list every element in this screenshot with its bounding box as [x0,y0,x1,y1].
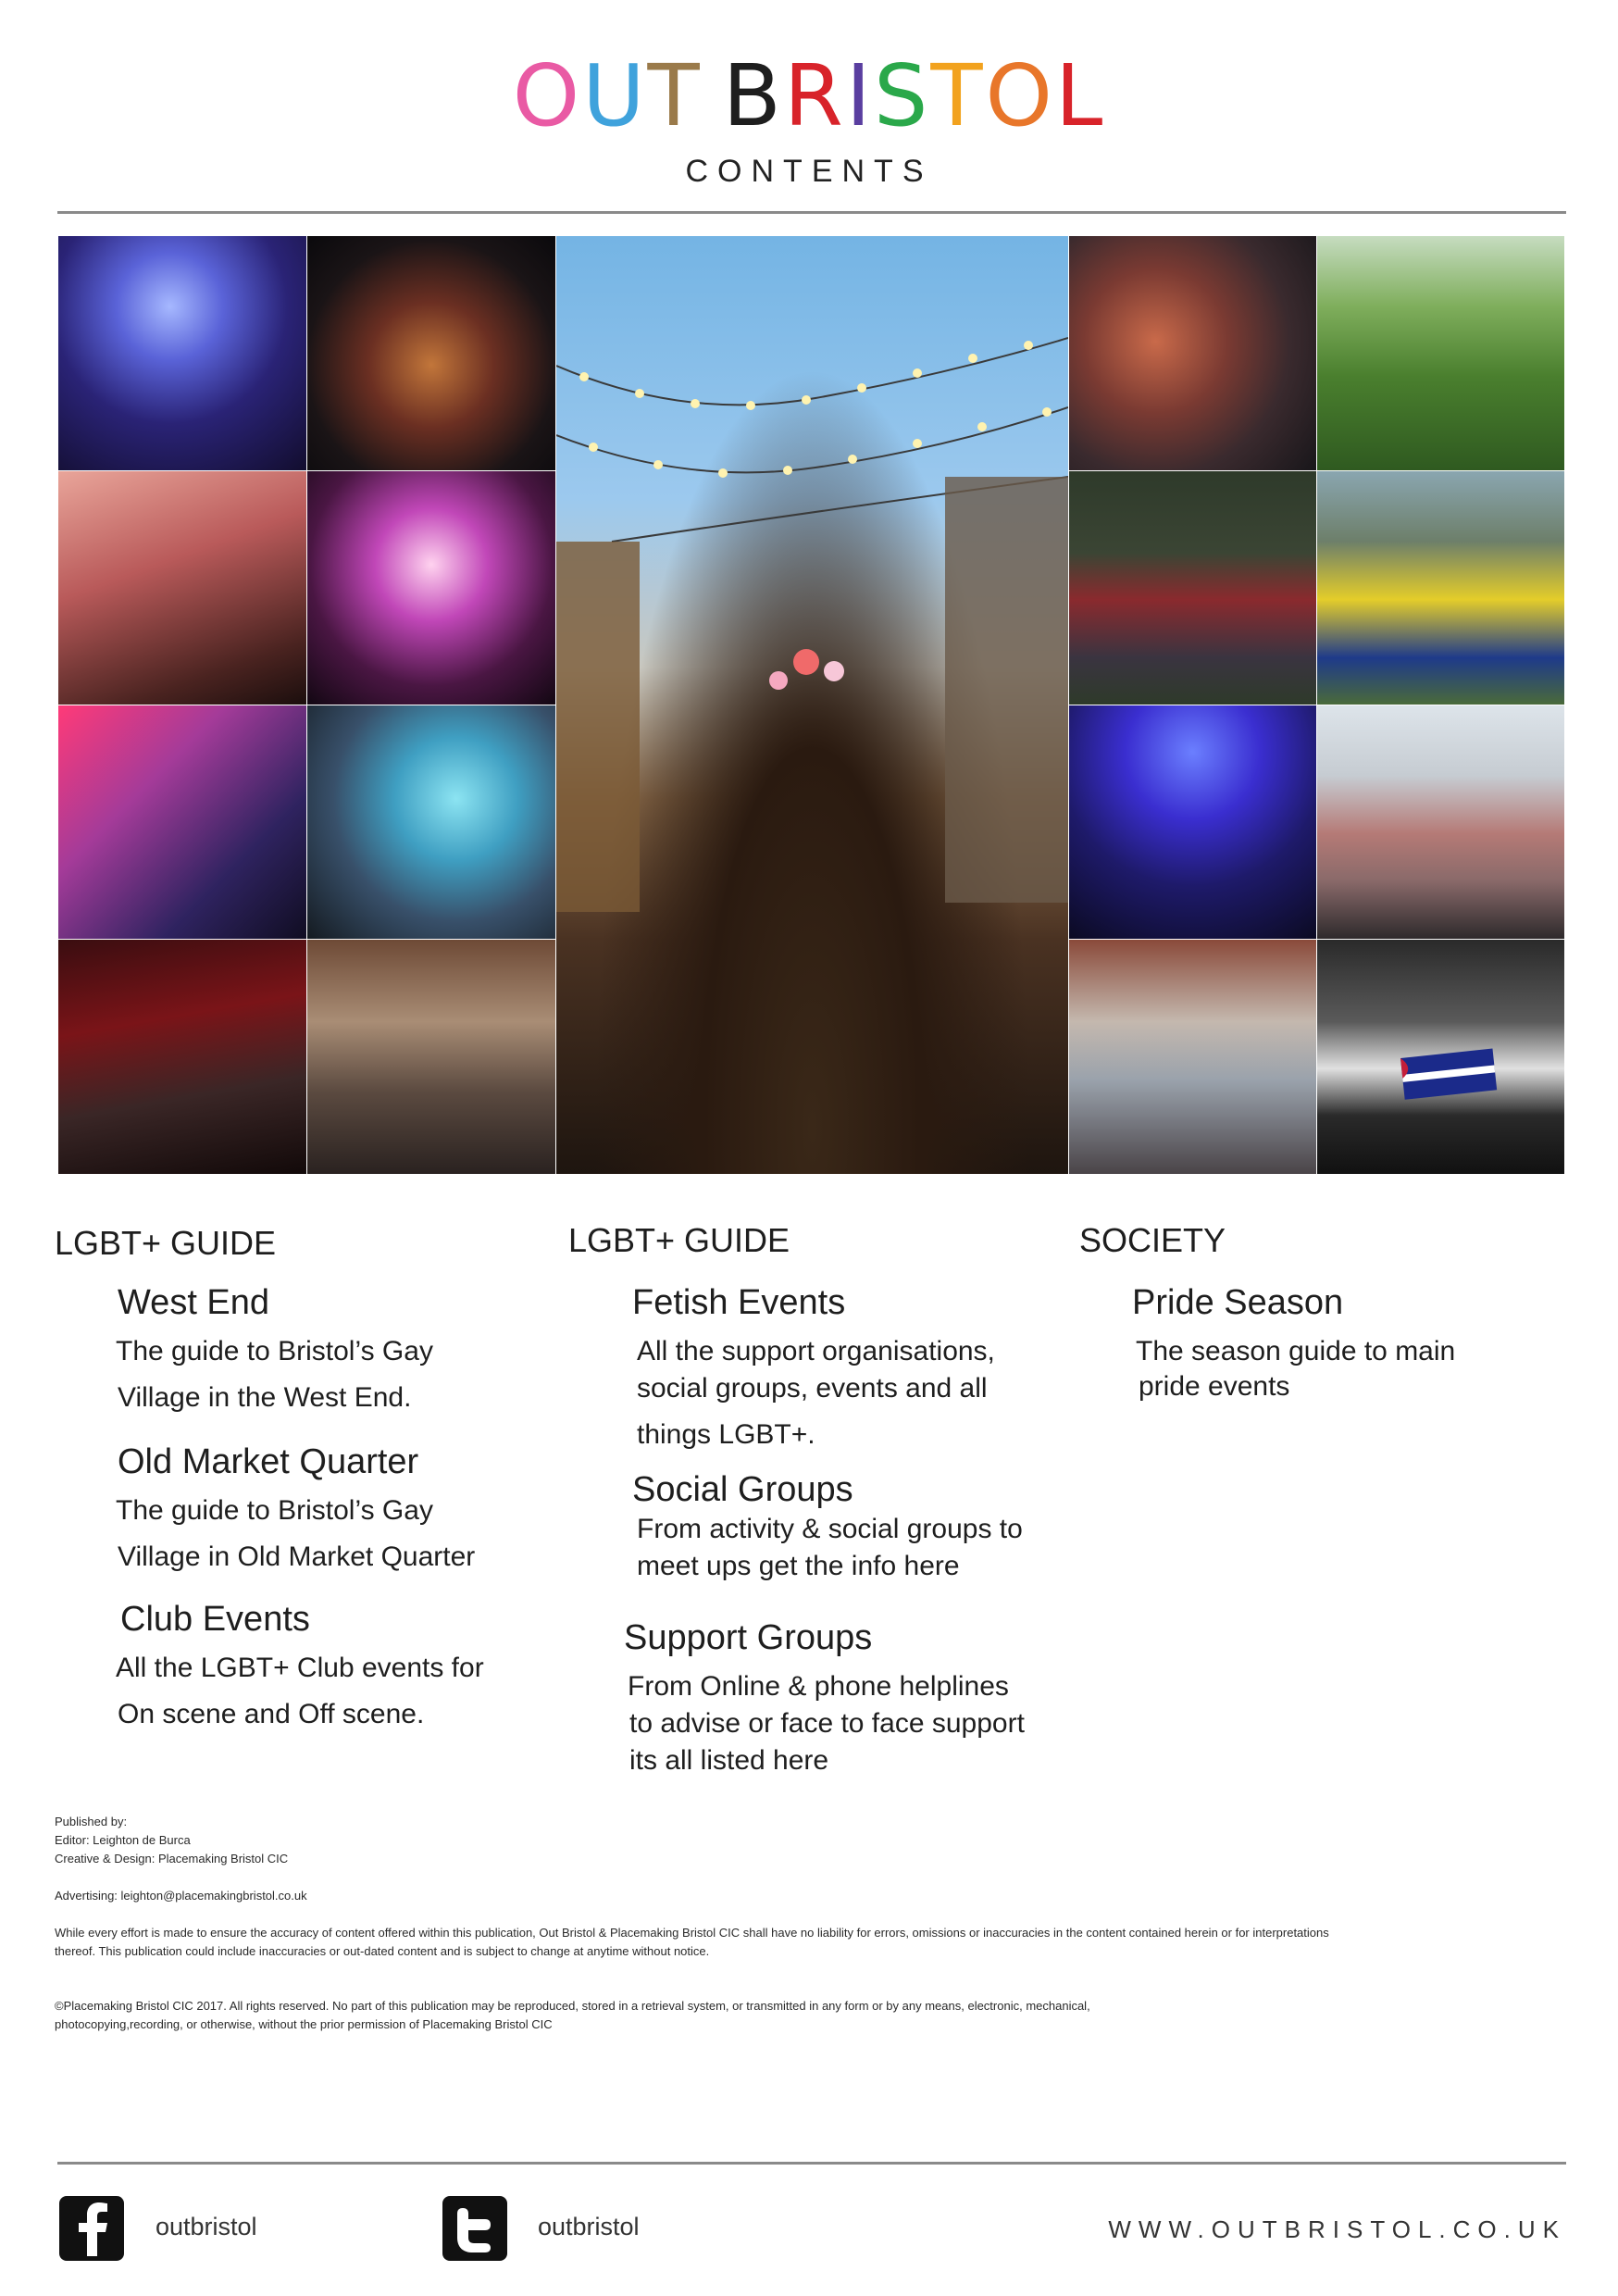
photo-festival-street [556,236,1068,1174]
title-letter: O [985,46,1055,145]
photo-drag-queens [307,705,555,939]
copyright-line1: ©Placemaking Bristol CIC 2017. All rights reserved. No part of this publication may be reproduced, stored in a retrieval system, or transmitted in any form or by any means, electronic, mechanical, [55,1999,1090,2013]
title-letter: R [783,46,846,145]
col2-item3-line1: From Online & phone helplines [628,1671,1009,1702]
photo-friends-night [58,705,306,939]
published-by: Published by: [55,1815,128,1828]
col1-heading: LGBT+ GUIDE [55,1224,277,1262]
advertising-contact[interactable]: Advertising: leighton@placemakingbristol.co.uk [55,1889,307,1903]
col2-item2-line1: From activity & social groups to [637,1514,1023,1544]
col2-item1-line3: things LGBT+. [637,1419,815,1450]
page-title [0,46,1618,145]
copyright-line2: photocopying,recording, or otherwise, without the prior permission of Placemaking Bristol CIC [55,2017,553,2031]
photo-rugby-team [1069,471,1316,705]
facebook-icon[interactable] [59,2196,124,2261]
col2-item3-line3: its all listed here [629,1745,829,1776]
col1-item3-line1: All the LGBT+ Club events for [116,1653,484,1683]
col1-item1-line2: Village in the West End. [118,1382,412,1413]
twitter-handle[interactable]: outbristol [538,2213,640,2240]
col3-item1-line2: pride events [1139,1371,1290,1402]
col1-item2-line2: Village in Old Market Quarter [118,1541,476,1572]
col1-item1-line1: The guide to Bristol’s Gay [116,1336,433,1366]
col2-heading: LGBT+ GUIDE [568,1221,790,1259]
title-letter: U [582,46,648,145]
photo-bar-group [58,471,306,705]
footer-divider [57,2162,1566,2165]
col2-item1-title[interactable]: Fetish Events [632,1283,846,1322]
col2-item3-title[interactable]: Support Groups [624,1618,873,1657]
col1-item2-title[interactable]: Old Market Quarter [118,1442,419,1481]
col2-item2-line2: meet ups get the info here [637,1551,960,1581]
photo-choir-stage [1069,705,1316,939]
title-letter: I [845,46,874,145]
disclaimer-line1: While every effort is made to ensure the accuracy of content offered within this publication, Out Bristol & Placemaking Bristol CIC shall have no liability for errors, omissions or inaccuracies in the content contained herein or for interpretations [55,1926,1329,1940]
photo-football-team [1317,471,1564,705]
title-letter: T [647,46,703,145]
col1-item3-line2: On scene and Off scene. [118,1699,425,1729]
twitter-icon[interactable] [442,2196,507,2261]
col2-item3-line2: to advise or face to face support [629,1708,1025,1739]
title-letter: B [722,46,784,145]
col2-item1-line1: All the support organisations, [637,1336,995,1366]
col2-item1-line2: social groups, events and all [637,1373,988,1404]
photo-pride-flag-kiss [1069,236,1316,470]
header-divider [57,211,1566,214]
col3-item1-title[interactable]: Pride Season [1132,1283,1344,1322]
facebook-handle[interactable]: outbristol [156,2213,257,2240]
title-letter: T [930,46,986,145]
title-letter: S [873,46,931,145]
editor-credit: Editor: Leighton de Burca [55,1833,191,1847]
page-subtitle: CONTENTS [685,154,933,189]
website-link[interactable]: WWW.OUTBRISTOL.CO.UK [1108,2215,1566,2243]
photo-pub-crowd [307,940,555,1174]
photo-support-sign [1069,940,1316,1174]
design-credit: Creative & Design: Placemaking Bristol CIC [55,1852,289,1866]
photo-couple-portrait [307,236,555,470]
title-letter: O [512,46,583,145]
photo-park-picnic [1317,236,1564,470]
title-letter [703,54,723,139]
col3-item1-line1: The season guide to main [1136,1336,1456,1366]
photo-drag-performers [307,471,555,705]
col1-item3-title[interactable]: Club Events [120,1600,310,1639]
photo-club-crowd [58,236,306,470]
disclaimer-line2: thereof. This publication could include inaccuracies or out-dated content and is subject to change at anytime without notice. [55,1944,710,1958]
title-letter: L [1054,46,1106,145]
photo-leather-flag [1317,940,1564,1174]
col1-item2-line1: The guide to Bristol’s Gay [116,1495,433,1526]
col1-item1-title[interactable]: West End [118,1283,270,1322]
photo-burlesque-group [58,940,306,1174]
col3-heading: SOCIETY [1079,1221,1226,1259]
photo-pride-crowd [1317,705,1564,939]
col2-item2-title[interactable]: Social Groups [632,1470,853,1509]
photo-collage [58,236,1564,1174]
